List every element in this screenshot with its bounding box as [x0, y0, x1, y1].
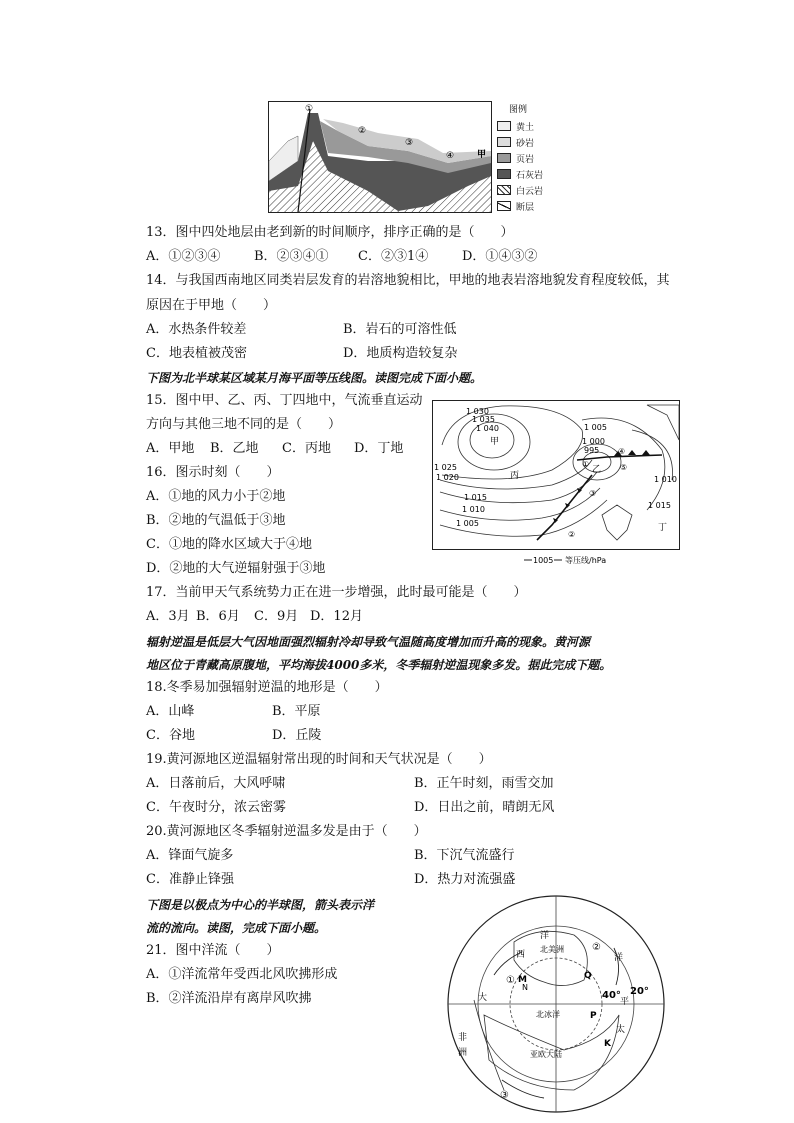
q20-option-c: C．准静止锋强 [146, 872, 234, 887]
q13-option-a: A．①②③④ [146, 249, 221, 264]
legend-title: 图例 [509, 105, 528, 115]
point-q: Q [584, 971, 592, 981]
q13-option-b: B．②③④① [254, 249, 329, 264]
q17-stem: 17．当前甲天气系统势力正在进一步增强，此时最可能是（ ） [146, 585, 527, 600]
q21-option-a: A．①洋流常年受西北风吹拂形成 [146, 967, 338, 982]
label-yang-west: 洋 [540, 931, 550, 941]
legend-text: 等压线/hPa [565, 556, 607, 565]
legend-value: 1005 [533, 556, 554, 565]
hemisphere-figure [444, 890, 668, 1118]
q15-option-b: B．乙地 [210, 441, 259, 456]
q16-option-b: B．②地的气温低于③地 [146, 513, 286, 528]
marker-2: ② [568, 530, 576, 539]
q20-option-d: D．热力对流强盛 [414, 872, 516, 887]
q15-option-c: C．丙地 [282, 441, 331, 456]
label-tai: 太 [616, 1025, 626, 1035]
q19-stem: 19.黄河源地区逆温辐射常出现的时间和天气状况是（ ） [146, 752, 492, 767]
marker-3: ③ [405, 138, 414, 148]
label-zhou: 洲 [458, 1048, 468, 1058]
label-fei: 非 [458, 1033, 468, 1043]
marker-5: ⑤ [620, 463, 628, 472]
marker-1: ① [582, 460, 590, 469]
point-p: P [590, 1011, 597, 1021]
marker-3: ③ [589, 489, 597, 498]
isobar-label: 1 010 [654, 475, 677, 484]
q20-stem: 20.黄河源地区冬季辐射逆温多发是由于（ ） [146, 824, 427, 839]
isobar-label: 1 030 [466, 407, 489, 416]
point-m: M [518, 975, 527, 985]
q14-stem-line1: 14．与我国西南地区同类岩层发育的岩溶地貌相比，甲地的地表岩溶地貌发育程度较低，其 [146, 273, 670, 288]
isobar-label: 1 000 [582, 437, 605, 446]
place-ding: 丁 [658, 523, 668, 533]
label-arctic-ocean: 北冰洋 [536, 1010, 560, 1019]
q15-stem-line1: 15．图中甲、乙、丙、丁四地中，气流垂直运动 [146, 393, 423, 408]
q20-option-a: A．锋面气旋多 [146, 848, 234, 863]
q13-option-c: C．②③1④ [358, 249, 429, 264]
q14-option-a: A．水热条件较差 [146, 322, 247, 337]
q13-option-d: D．①④③② [462, 249, 538, 264]
isobar-label: 1 005 [584, 423, 607, 432]
q19-option-c: C．午夜时分，浓云密雾 [146, 800, 286, 815]
place-jia: 甲 [490, 437, 500, 447]
q18-stem: 18.冬季易加强辐射逆温的地形是（ ） [146, 680, 388, 695]
marker-4: ④ [618, 447, 626, 456]
geology-section [268, 101, 492, 213]
q15-option-a: A．甲地 [146, 441, 195, 456]
place-yi: 乙 [592, 465, 602, 475]
marker-4: ④ [446, 151, 455, 161]
q18-option-c: C．谷地 [146, 728, 195, 743]
intro-inversion-line2: 地区位于青藏高原腹地，平均海拔4000多米，冬季辐射逆温现象多发。据此完成下题。 [146, 658, 612, 672]
isobar-label: 1 040 [476, 424, 499, 433]
q19-option-b: B．正午时刻，雨雪交加 [414, 776, 554, 791]
isobar-label: 1 010 [462, 505, 485, 514]
q14-stem-line2: 原因在于甲地（ ） [146, 298, 277, 313]
label-eurasia: 亚欧大陆 [530, 1050, 562, 1059]
q19-option-d: D．日出之前，晴朗无风 [414, 800, 555, 815]
legend-loess: 黄土 [497, 120, 534, 132]
isobar-label: 1 015 [464, 493, 487, 502]
q21-option-b: B．②洋流沿岸有离岸风吹拂 [146, 991, 312, 1006]
legend-limestone: 石灰岩 [497, 168, 543, 180]
q15-stem-line2: 方向与其他三地不同的是（ ） [146, 417, 342, 432]
current-marker-2: ② [592, 942, 601, 953]
q16-option-c: C．①地的降水区域大于④地 [146, 537, 312, 552]
q14-option-c: C．地表植被茂密 [146, 346, 247, 361]
q21-stem: 21．图中洋流（ ） [146, 943, 280, 958]
geology-legend [497, 101, 557, 213]
label-north-america: 北美洲 [540, 945, 564, 954]
current-marker-3: ③ [500, 1090, 509, 1101]
q15-option-d: D．丁地 [354, 441, 404, 456]
legend-shale: 页岩 [497, 152, 534, 164]
marker-2: ② [358, 126, 367, 136]
marker-1: ① [305, 104, 314, 114]
legend-dolomite: 白云岩 [497, 184, 543, 196]
q18-option-a: A．山峰 [146, 704, 195, 719]
point-k: K [604, 1039, 611, 1049]
label-da: 大 [478, 993, 488, 1003]
intro-inversion-line1: 辐射逆温是低层大气因地面强烈辐射冷却导致气温随高度增加而升高的现象。黄河源 [146, 635, 591, 649]
q19-option-a: A．日落前后，大风呼啸 [146, 776, 286, 791]
q20-option-b: B．下沉气流盛行 [414, 848, 515, 863]
current-marker-1: ① [506, 975, 515, 986]
intro-isobar: 下图为北半球某区域某月海平面等压线图。读图完成下面小题。 [146, 371, 483, 385]
isobar-label: 995 [584, 446, 600, 455]
q17-option-c: C．9月 [254, 609, 299, 624]
q16-stem: 16．图示时刻（ ） [146, 465, 280, 480]
isobar-label: 1 005 [456, 519, 479, 528]
isobar-label: 1 025 [434, 463, 457, 472]
degree-20: 20° [630, 986, 649, 997]
hemisphere-map [444, 890, 668, 1118]
place-jia: 甲 [477, 150, 487, 160]
point-n: N [522, 983, 528, 992]
q16-option-a: A．①地的风力小于②地 [146, 489, 286, 504]
legend-fault: 断层 [497, 200, 534, 212]
geology-figure [268, 101, 558, 213]
q14-option-b: B．岩石的可溶性低 [343, 322, 457, 337]
q14-option-d: D．地质构造较复杂 [343, 346, 458, 361]
isobar-label: 1 035 [472, 415, 495, 424]
q17-option-d: D．12月 [310, 609, 363, 624]
intro-hemisphere-line1: 下图是以极点为中心的半球图，箭头表示洋 [146, 898, 375, 912]
intro-hemisphere-line2: 流的流向。读图，完成下面小题。 [146, 921, 327, 935]
q16-option-d: D．②地的大气逆辐射强于③地 [146, 561, 326, 576]
q18-option-b: B．平原 [272, 704, 321, 719]
label-xi: 西 [516, 950, 526, 960]
isobar-figure [432, 400, 680, 568]
q17-option-b: B．6月 [196, 609, 240, 624]
label-yang-east: 洋 [614, 953, 624, 963]
isobar-label: 1 020 [436, 473, 459, 482]
place-bing: 丙 [510, 471, 520, 481]
isobar-map [432, 400, 680, 568]
degree-40: 40° [602, 990, 621, 1001]
isobar-label: 1 015 [648, 501, 671, 510]
q17-option-a: A．3月 [146, 609, 190, 624]
legend-sandstone: 砂岩 [497, 136, 534, 148]
label-ping: 平 [620, 997, 630, 1007]
q13-stem: 13．图中四处地层由老到新的时间顺序，排序正确的是（ ） [146, 225, 514, 240]
q18-option-d: D．丘陵 [272, 728, 322, 743]
